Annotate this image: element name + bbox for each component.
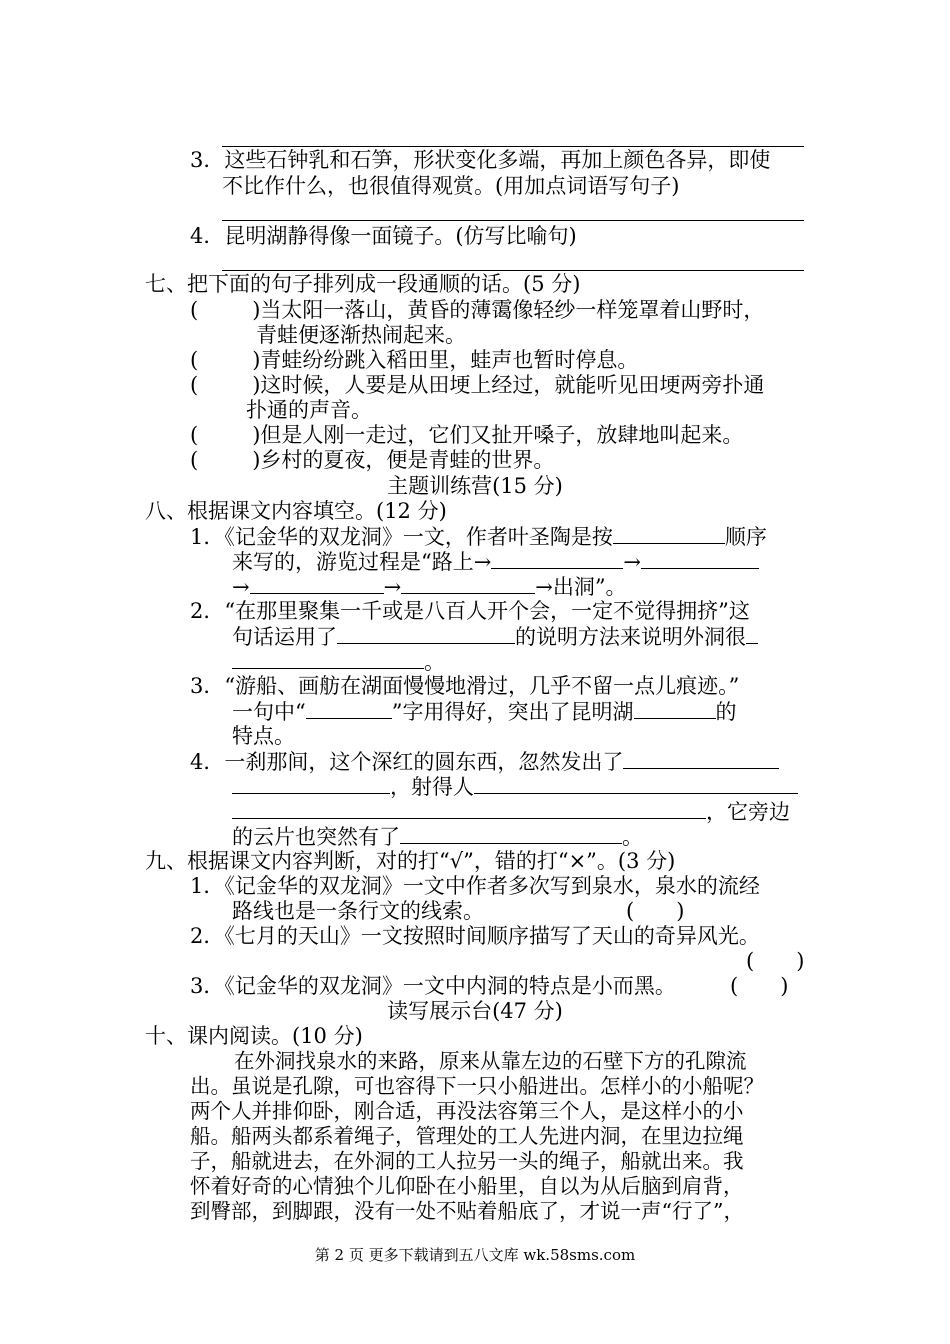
sec7-title: 七、把下面的句子排列成一段通顺的话。(5 分) [145, 272, 581, 296]
sec8-q1-line2: 来写的，游览过程是“路上→ → [232, 549, 759, 575]
fill-blank[interactable] [306, 699, 392, 719]
fill-blank[interactable] [746, 624, 758, 644]
sec8-q3-line3: 特点。 [232, 724, 295, 748]
order-paren-close[interactable]: ) [252, 348, 261, 372]
sec7-item-3-cont: 扑通的声音。 [246, 398, 372, 422]
sec8-q1-line1: 1．《记金华的双龙洞》一文，作者叶圣陶是按 顺序 [190, 525, 767, 549]
sec8-q3-line2: 一句中“ ”字用得好，突出了昆明湖 的 [232, 700, 737, 724]
fill-blank[interactable] [491, 549, 623, 569]
fill-blank[interactable] [474, 774, 798, 794]
order-paren-close[interactable]: ) [252, 423, 261, 447]
sec8-q3-line1: 3．“游船、画舫在湖面慢慢地滑过，几乎不留一点儿痕迹。” [190, 674, 740, 698]
sec6-q3-line2: 不比作什么，也很值得观赏。(用加点词语写句子) [222, 174, 680, 198]
sec8-q2-line3: 。 [232, 649, 445, 675]
page-footer: 第 2 页 更多下载请到五八文库 wk.58sms.com [314, 1246, 636, 1264]
order-paren-open[interactable]: ( [190, 423, 199, 447]
sec7-item-1: ( )当太阳一落山，黄昏的薄霭像轻纱一样笼罩着山野时， [190, 298, 765, 322]
sec10-title: 十、课内阅读。(10 分) [145, 1024, 363, 1048]
reading-passage-line: 两个人并排仰卧，刚合适，再没法容第三个人，是这样小的小 [190, 1099, 744, 1123]
sec6-q3-line1: 3．这些石钟乳和石笋，形状变化多端，再加上颜色各异，即使 [190, 148, 771, 172]
fill-blank[interactable] [232, 649, 424, 669]
order-paren-close[interactable]: ) [252, 373, 261, 397]
order-paren-open[interactable]: ( [190, 348, 199, 372]
order-paren-open[interactable]: ( [190, 373, 199, 397]
sec8-q4-line4: 的云片也突然有了 。 [232, 825, 643, 849]
fill-blank[interactable] [400, 824, 622, 844]
sec8-q1-line3: → → →出洞”。 [232, 575, 627, 599]
reading-passage-line: 子，船就进去，在外洞的工人拉另一头的绳子，船就出来。我 [190, 1149, 744, 1173]
sec8-q4-line3: ，它旁边 [232, 799, 790, 825]
sec6-q4: 4．昆明湖静得像一面镜子。(仿写比喻句) [190, 224, 577, 248]
fill-blank[interactable] [337, 624, 515, 644]
fill-blank[interactable] [613, 524, 725, 544]
reading-passage-line: 船。船两头都系着绳子，管理处的工人先进内洞，在里边拉绳 [190, 1124, 744, 1148]
answer-line[interactable] [222, 220, 804, 221]
fill-blank[interactable] [232, 799, 706, 819]
fill-blank[interactable] [250, 574, 384, 594]
sec7-item-3: ( )这时候，人要是从田埂上经过，就能听见田埂两旁扑通 [190, 373, 765, 397]
order-paren-open[interactable]: ( [190, 448, 199, 472]
fill-blank[interactable] [634, 699, 716, 719]
sec8-q2-line1: 2．“在那里聚集一千或是八百人开个会，一定不觉得拥挤”这 [190, 599, 750, 623]
reading-passage-line: 到臀部，到脚跟，没有一处不贴着船底了，才说一声“行了”， [190, 1199, 744, 1223]
fill-blank[interactable] [641, 549, 759, 569]
heading-theme-training: 主题训练营(15 分) [387, 474, 563, 498]
sec8-q4-line1: 4．一刹那间，这个深红的圆东西，忽然发出了 [190, 749, 779, 775]
fill-blank[interactable] [623, 749, 779, 769]
sec7-item-5: ( )乡村的夏夜，便是青蛙的世界。 [190, 448, 555, 472]
heading-reading-writing: 读写展示台(47 分) [387, 999, 563, 1023]
sec9-title: 九、根据课文内容判断，对的打“√”，错的打“×”。(3 分) [145, 849, 676, 873]
judge-paren[interactable]: ( ) [730, 974, 789, 998]
sec8-title: 八、根据课文内容填空。(12 分) [145, 499, 447, 523]
sec9-q3: 3．《记金华的双龙洞》一文中内洞的特点是小而黑。 [190, 974, 676, 998]
sec9-q1-line1: 1．《记金华的双龙洞》一文中作者多次写到泉水，泉水的流经 [190, 874, 760, 898]
sec7-item-1-cont: 青蛙便逐渐热闹起来。 [256, 323, 466, 347]
answer-line[interactable] [222, 270, 804, 271]
fill-blank[interactable] [401, 574, 535, 594]
sec9-q1-line2: 路线也是一条行文的线索。 [232, 899, 484, 923]
answer-line[interactable] [222, 146, 804, 147]
sec8-q4-line2: ，射得人 [232, 774, 798, 800]
sec7-item-2: ( )青蛙纷纷跳入稻田里，蛙声也暂时停息。 [190, 348, 639, 372]
reading-passage-line: 出。虽说是孔隙，可也容得下一只小船进出。怎样小的小船呢？ [190, 1074, 764, 1098]
sec8-q2-line2: 句话运用了 的说明方法来说明外洞很 [232, 624, 758, 650]
reading-passage-line: 在外洞找泉水的来路，原来从靠左边的石壁下方的孔隙流 [234, 1049, 747, 1073]
sec7-item-4: ( )但是人刚一走过，它们又扯开嗓子，放肆地叫起来。 [190, 423, 744, 447]
sec9-q2: 2．《七月的天山》一文按照时间顺序描写了天山的奇异风光。 [190, 924, 760, 948]
order-paren-close[interactable]: ) [252, 298, 261, 322]
order-paren-close[interactable]: ) [252, 448, 261, 472]
judge-paren[interactable]: ( ) [746, 949, 805, 973]
reading-passage-line: 怀着好奇的心情独个儿仰卧在小船里，自以为从后脑到肩背， [190, 1174, 744, 1198]
fill-blank[interactable] [232, 774, 390, 794]
judge-paren[interactable]: ( ) [626, 899, 685, 923]
order-paren-open[interactable]: ( [190, 298, 199, 322]
